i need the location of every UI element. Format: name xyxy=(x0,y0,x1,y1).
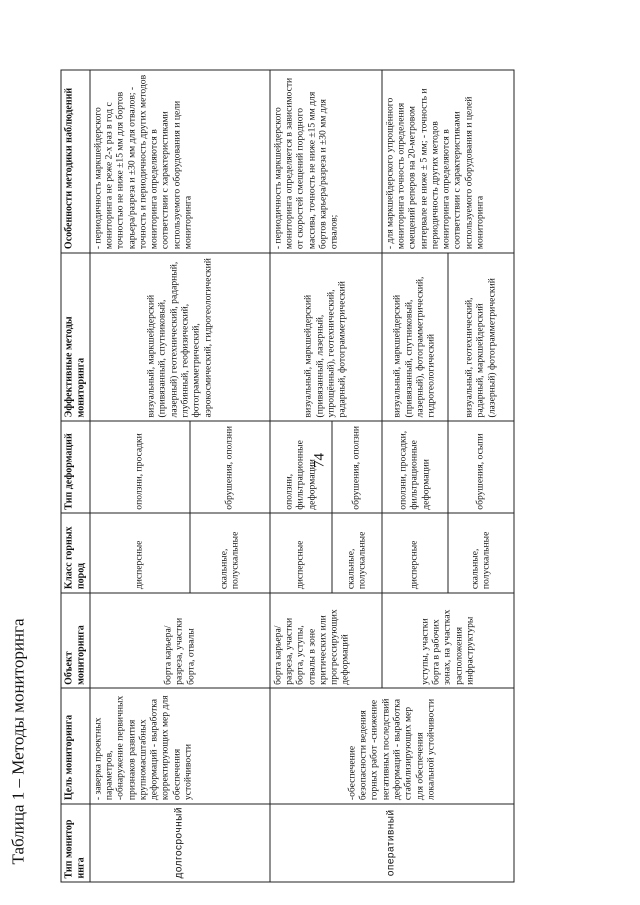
rock-class-cell: дисперсные xyxy=(90,513,190,592)
methods-cell: визуальный, маркшейдерский (привязанный, спутниковый, лазерный) геотехнический, радарный, глубинный, геофизический, фотограмметрический, аэрокосмический, гидрогеологический xyxy=(90,253,270,421)
methods-cell: визуальный, маркшейдерский (привязанный, лазерный, упрощённый), геотехнический, радарный, фотограмметрический xyxy=(270,253,382,421)
deformation-cell: обрушения, оползни xyxy=(332,421,382,513)
monitoring-type-longterm: долгосрочный xyxy=(90,804,270,882)
monitoring-type-operational: оперативный xyxy=(270,804,514,882)
header-deformation: Тип деформаций xyxy=(61,421,90,513)
goal-cell: - заверка проектных параметров, -обнаружение первичных признаков развития крупномасштабных деформаций - выработка корректирующих мер для обеспечения устойчивости xyxy=(90,688,270,803)
deformation-cell: оползни, фильтрационные деформации xyxy=(270,421,332,513)
header-rock-class: Класс горных пород xyxy=(61,513,90,592)
deformation-cell: оползни, просадки, фильтрационные деформации xyxy=(382,421,448,513)
rock-class-cell: дисперсные xyxy=(270,513,332,592)
header-goal: Цель мониторинга xyxy=(61,688,90,803)
object-cell: борта карьера/разреза, участки борта, отвалы xyxy=(90,593,270,689)
object-cell: уступы, участки борта в рабочих зонах, на участках расположения инфраструктуры xyxy=(382,593,514,689)
page-number: 74 xyxy=(311,453,328,468)
rock-class-cell: скальные, полускальные xyxy=(190,513,270,592)
monitoring-methods-table xyxy=(61,70,515,883)
table-row xyxy=(270,70,332,882)
header-object: Объект мониторинга xyxy=(61,593,90,689)
deformation-cell: обрушения, осыпи xyxy=(448,421,514,513)
header-row xyxy=(61,70,90,882)
features-cell: - для маркшейдерского упрощённого мониторинга точность определения смещений реперов на 20-метровом интервале не ниже ± 5 мм; - точность и периодичность других методов мониторинга определяются в соответствии с характеристиками используемого оборудования и целей мониторинга xyxy=(382,70,514,253)
rock-class-cell: скальные, полускальные xyxy=(332,513,382,592)
header-features: Особенности методики наблюдений xyxy=(61,70,90,253)
methods-cell: визуальный, маркшейдерский (привязанный, спутниковый, лазерный), фотограмметрический, гидрогеологический xyxy=(382,253,448,421)
goal-cell: -обеспечение безопасности ведения горных работ -снижение негативных последствий деформаций - выработка стабилизирующих мер для обеспечения локальной устойчивости xyxy=(270,688,514,803)
methods-cell: визуальный, геотехнический, радарный, маркшейдерский (лазерный) фотограмметрический xyxy=(448,253,514,421)
features-cell: - периодичность маркшейдерского мониторинга не реже 2-х раз в год с точностью не ниже ±15 мм для бортов карьера/разреза и ±30 мм для отвалов; - точность и периодичность других методов мониторинга определяются в соответствии с характеристиками используемого оборудования и цели мониторинга xyxy=(90,70,270,253)
header-methods: Эффективные методы мониторинга xyxy=(61,253,90,421)
rock-class-cell: скальные, полускальные xyxy=(448,513,514,592)
table-row xyxy=(90,70,190,882)
header-type: Тип монитор инга xyxy=(61,804,90,882)
deformation-cell: обрушения, оползни xyxy=(190,421,270,513)
rotated-table-region xyxy=(1,0,640,905)
object-cell: борта карьера/разреза, участки борта, уступы, отвалы в зоне критических или прогрессирующих деформаций xyxy=(270,593,382,689)
table-caption: Таблица 1 – Методы мониторинга xyxy=(8,618,28,865)
features-cell: - периодичность маркшейдерского мониторинга определяется в зависимости от скоростей смещений породного массива, точность не ниже ±15 мм для бортов карьера/разреза и ±30 мм для отвалов; xyxy=(270,70,382,253)
rock-class-cell: дисперсные xyxy=(382,513,448,592)
deformation-cell: оползни, просадки xyxy=(90,421,190,513)
